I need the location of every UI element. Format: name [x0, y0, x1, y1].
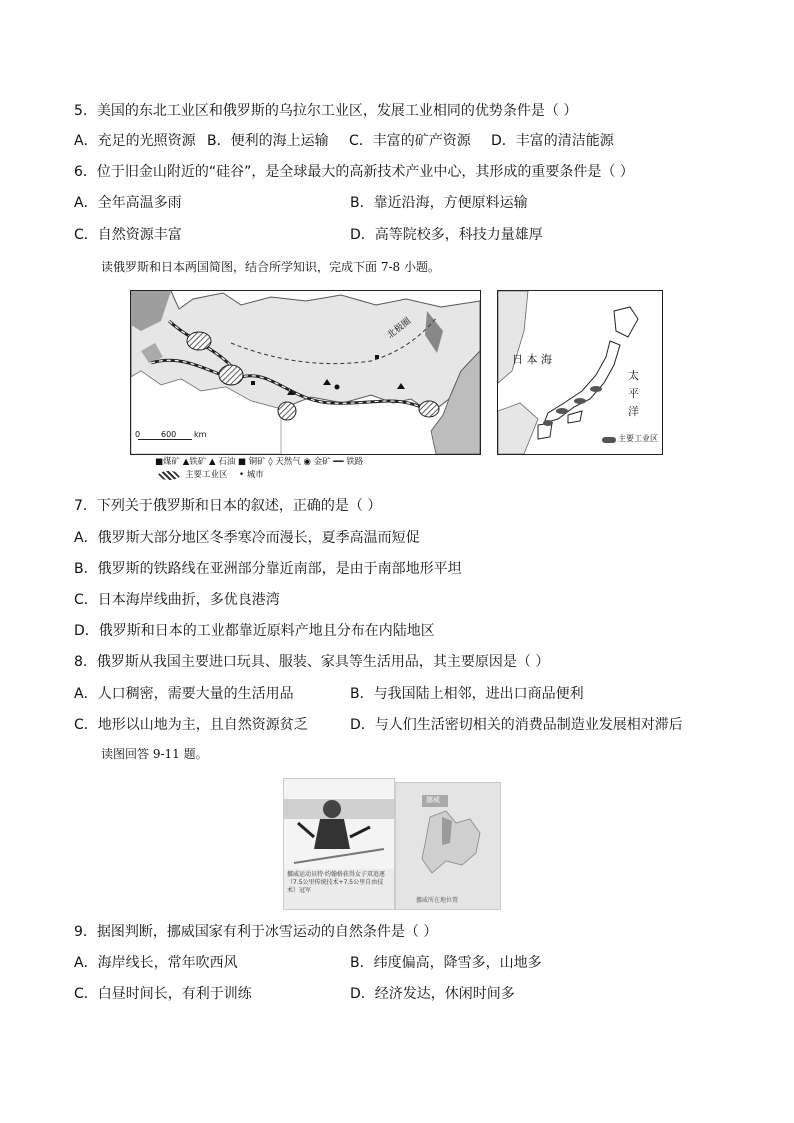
q7-option-c: C．日本海岸线曲折，多优良港湾	[74, 592, 280, 608]
q8-stem: 8．俄罗斯从我国主要进口玩具、服装、家具等生活用品，其主要原因是（ ）	[74, 654, 550, 670]
q6-stem: 6．位于旧金山附近的“硅谷”，是全球最大的高新技术产业中心，其形成的重要条件是（ ）	[74, 164, 634, 180]
q9-stem: 9．据图判断，挪威国家有利于冰雪运动的自然条件是（ ）	[74, 924, 438, 940]
pacific-label-1: 太	[628, 369, 639, 382]
scale-bar	[138, 439, 192, 440]
q5-stem: 5．美国的东北工业区和俄罗斯的乌拉尔工业区，发展工业相同的优势条件是（ ）	[74, 103, 578, 119]
russia-map-drawing	[131, 291, 480, 454]
q9-option-d: D．经济发达，休闲时间多	[350, 986, 515, 1002]
q5-option-d: D．丰富的清洁能源	[491, 133, 614, 149]
q9-option-b: B．纬度偏高，降雪多，山地多	[350, 955, 542, 971]
q5-option-a: A．充足的光照资源	[74, 133, 196, 149]
athlete-photo	[283, 778, 395, 910]
russia-map	[130, 290, 481, 455]
europe-map	[395, 782, 501, 910]
q6-option-d: D．高等院校多，科技力量雄厚	[350, 227, 543, 243]
photo-caption: 挪威运动员特·约翰格获得女子双追逐（7.5公里传统技术+7.5公里自由技术）冠军	[287, 871, 385, 894]
sea-of-japan-label: 日 本 海	[512, 353, 552, 366]
q6-option-c: C．自然资源丰富	[74, 227, 182, 243]
japan-legend-industrial: 主要工业区	[618, 434, 658, 443]
arctic-circle-label: 北极圈	[385, 316, 414, 341]
athlete-photo-drawing	[284, 779, 394, 869]
pacific-label-2: 平	[628, 387, 639, 400]
instruction-9-11: 读图回答 9-11 题。	[101, 747, 208, 761]
scale-600: 600	[161, 430, 177, 439]
q9-option-c: C．白昼时间长，有利于训练	[74, 986, 252, 1002]
pacific-label-3: 洋	[628, 405, 639, 418]
q8-option-a: A．人口稠密，需要大量的生活用品	[74, 686, 294, 702]
russia-map-legend-resources: ■煤矿 ▲铁矿 ▲ 石油 ■ 铜矿 ◊ 天然气 ◉ 金矿 ━━ 铁路	[155, 457, 364, 467]
scale-zero: 0	[135, 430, 141, 439]
europe-map-title: 挪威	[426, 796, 440, 804]
japan-map	[497, 290, 663, 455]
europe-map-drawing	[396, 783, 500, 893]
japan-industrial-legend-icon	[602, 437, 616, 443]
industrial-zone-legend-icon	[158, 471, 180, 480]
q7-option-d: D．俄罗斯和日本的工业都靠近原料产地且分布在内陆地区	[74, 623, 435, 639]
q7-stem: 7．下列关于俄罗斯和日本的叙述，正确的是（ ）	[74, 498, 382, 514]
q8-option-c: C．地形以山地为主，且自然资源贫乏	[74, 717, 308, 733]
q6-option-a: A．全年高温多雨	[74, 195, 182, 211]
q5-option-b: B．便利的海上运输	[207, 133, 329, 149]
russia-legend-city: • 城市	[239, 470, 264, 480]
instruction-7-8: 读俄罗斯和日本两国简图，结合所学知识，完成下面 7-8 小题。	[101, 260, 440, 274]
russia-legend-industrial: 主要工业区	[185, 470, 228, 480]
q5-option-c: C．丰富的矿产资源	[349, 133, 471, 149]
scale-unit: km	[194, 430, 207, 439]
q8-option-d: D．与人们生活密切相关的消费品制造业发展相对滞后	[350, 717, 683, 733]
q9-option-a: A．海岸线长，常年吹西风	[74, 955, 238, 971]
europe-map-caption: 挪威所在地位置	[416, 897, 459, 904]
q7-option-a: A．俄罗斯大部分地区冬季寒冷而漫长，夏季高温而短促	[74, 530, 420, 546]
q7-option-b: B．俄罗斯的铁路线在亚洲部分靠近南部，是由于南部地形平坦	[74, 561, 462, 577]
q8-option-b: B．与我国陆上相邻，进出口商品便利	[350, 686, 584, 702]
q6-option-b: B．靠近沿海，方便原料运输	[350, 195, 528, 211]
